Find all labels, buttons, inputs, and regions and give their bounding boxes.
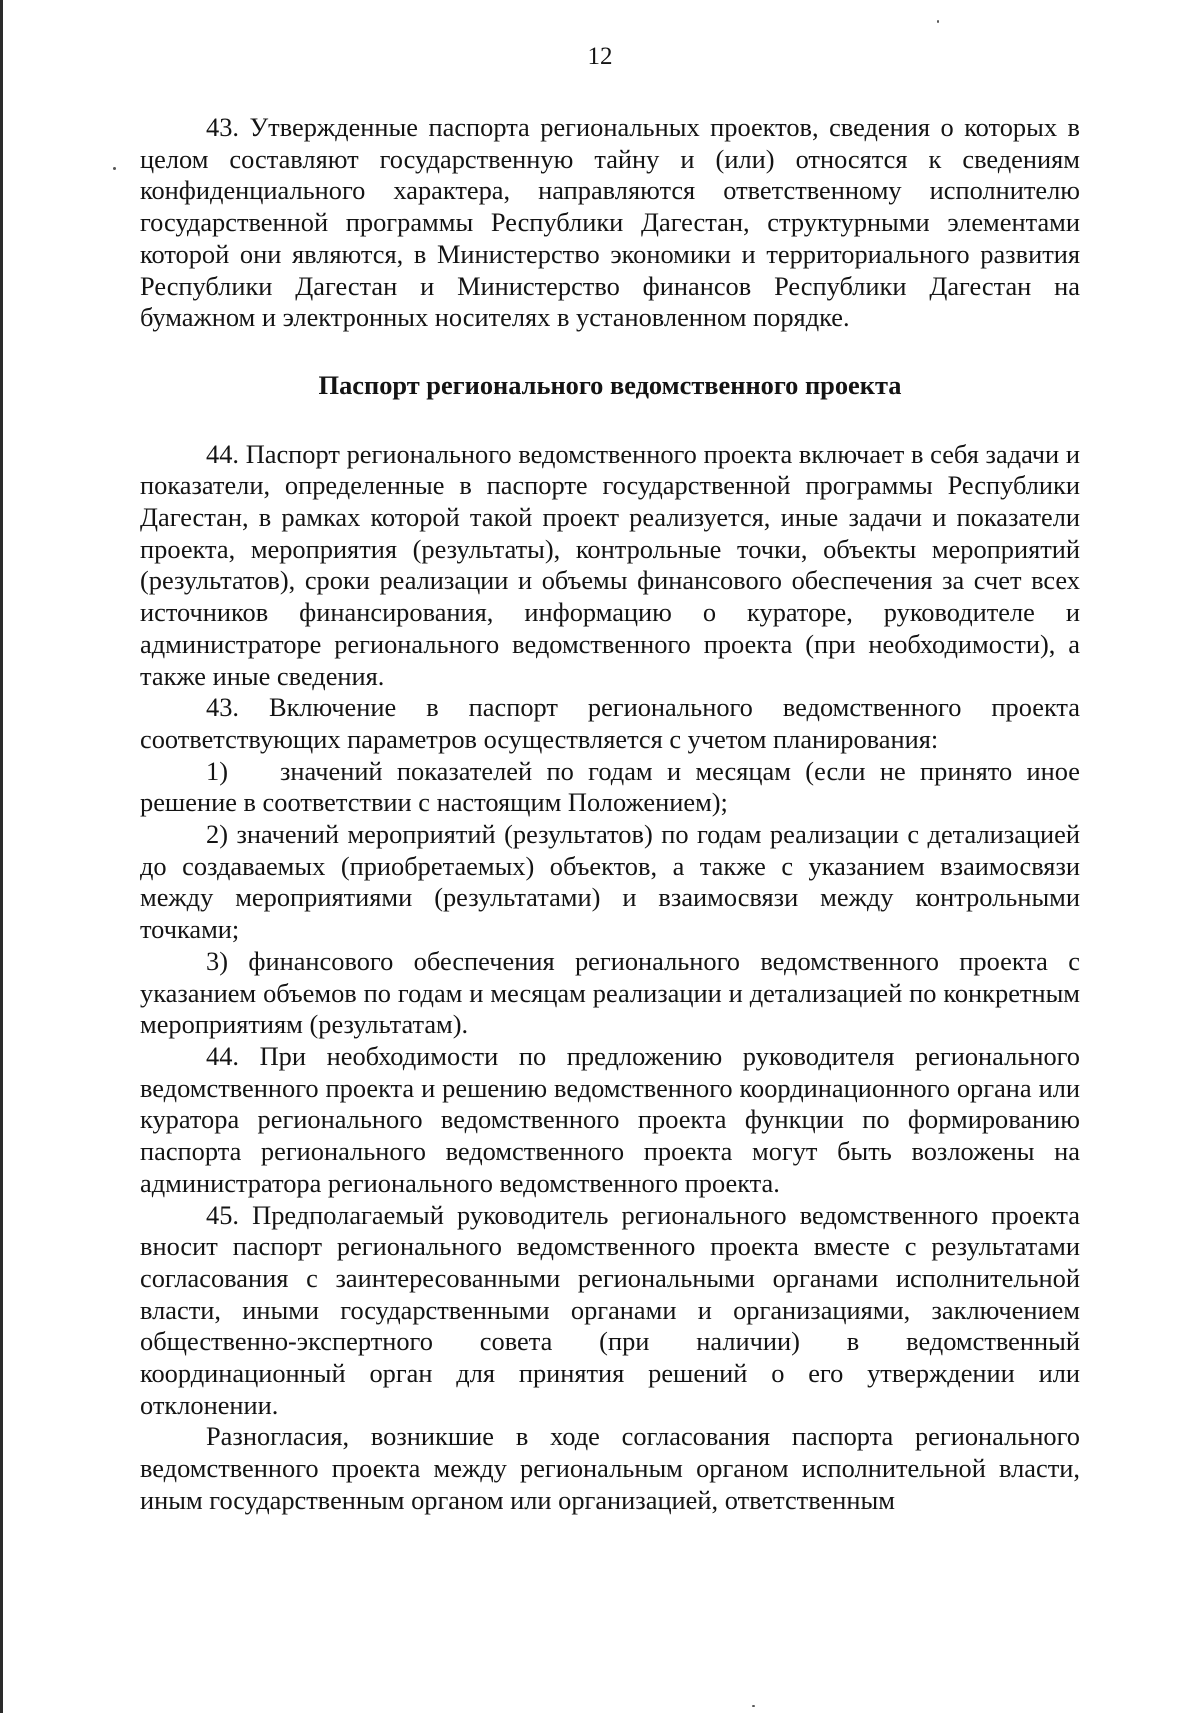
paragraph-45: 45. Предполагаемый руководитель регионального ведомственного проекта вносит паспорт регионального ведомственного проекта вместе с результатами согласования с заинтересованными региональными органами исполнительной власти, иными государственными органами и организациями, заключением общественно-экспертного совета (при наличии) в ведомственный координационный орган для принятия решений о его утверждении или отклонении. bbox=[140, 1199, 1080, 1420]
document-body bbox=[140, 112, 1080, 1517]
paragraph-disagreements: Разногласия, возникшие в ходе согласования паспорта регионального ведомственного проекта между региональным органом исполнительной власти, иным государственным органом или организацией, ответственным bbox=[140, 1421, 1080, 1515]
paragraph-43-inclusion: 43. Включение в паспорт регионального ведомственного проекта соответствующих параметров осуществляется с учетом планирования: bbox=[140, 692, 1080, 754]
scan-speck bbox=[937, 20, 939, 23]
paragraph-44-admin: 44. При необходимости по предложению руководителя регионального ведомственного проекта и решению ведомственного координационного органа или куратора регионального ведомственного проекта функции по формированию паспорта регионального ведомственного проекта могут быть возложены на администратора регионального ведомственного проекта. bbox=[140, 1040, 1080, 1198]
list-item-1 bbox=[140, 756, 1080, 819]
paragraph-43: 43. Утвержденные паспорта региональных проектов, сведения о которых в целом составляют государственную тайну и (или) относятся к сведениям конфиденциального характера, направляются ответственному исполнителю государственной программы Республики Дагестан, структурными элементами которой они являются, в Министерство экономики и территориального развития Республики Дагестан и Министерство финансов Республики Дагестан на бумажном и электронных носителях в установленном порядке. bbox=[140, 112, 1080, 333]
list-item-1-text: значений показателей по годам и месяцам (если не принято иное решение в соответствии с настоящим Положением); bbox=[140, 755, 1080, 818]
list-marker: 1) bbox=[206, 755, 228, 786]
list-item-3: 3) финансового обеспечения регионального ведомственного проекта с указанием объемов по годам и месяцам реализации и детализацией по конкретным мероприятиям (результатам). bbox=[140, 945, 1080, 1040]
scan-speck bbox=[752, 1705, 755, 1707]
paragraph-44: 44. Паспорт регионального ведомственного проекта включает в себя задачи и показатели, определенные в паспорте государственной программы Республики Дагестан, в рамках которой такой проект реализуется, иные задачи и показатели проекта, мероприятия (результаты), контрольные точки, объекты мероприятий (результатов), сроки реализации и объемы финансового обеспечения за счет всех источников финансирования, информацию о кураторе, руководителе и администраторе регионального ведомственного проекта (при необходимости), а также иные сведения. bbox=[140, 438, 1080, 691]
list-item-2: 2) значений мероприятий (результатов) по годам реализации с детализацией до создаваемых (приобретаемых) объектов, а также с указанием взаимосвязи между мероприятиями (результатами) и взаимосвязи между контрольными точками; bbox=[140, 819, 1080, 945]
scan-speck bbox=[113, 167, 116, 170]
scan-edge bbox=[0, 0, 3, 1713]
page-number: 12 bbox=[587, 43, 613, 70]
section-heading: Паспорт регионального ведомственного проекта bbox=[318, 369, 902, 400]
